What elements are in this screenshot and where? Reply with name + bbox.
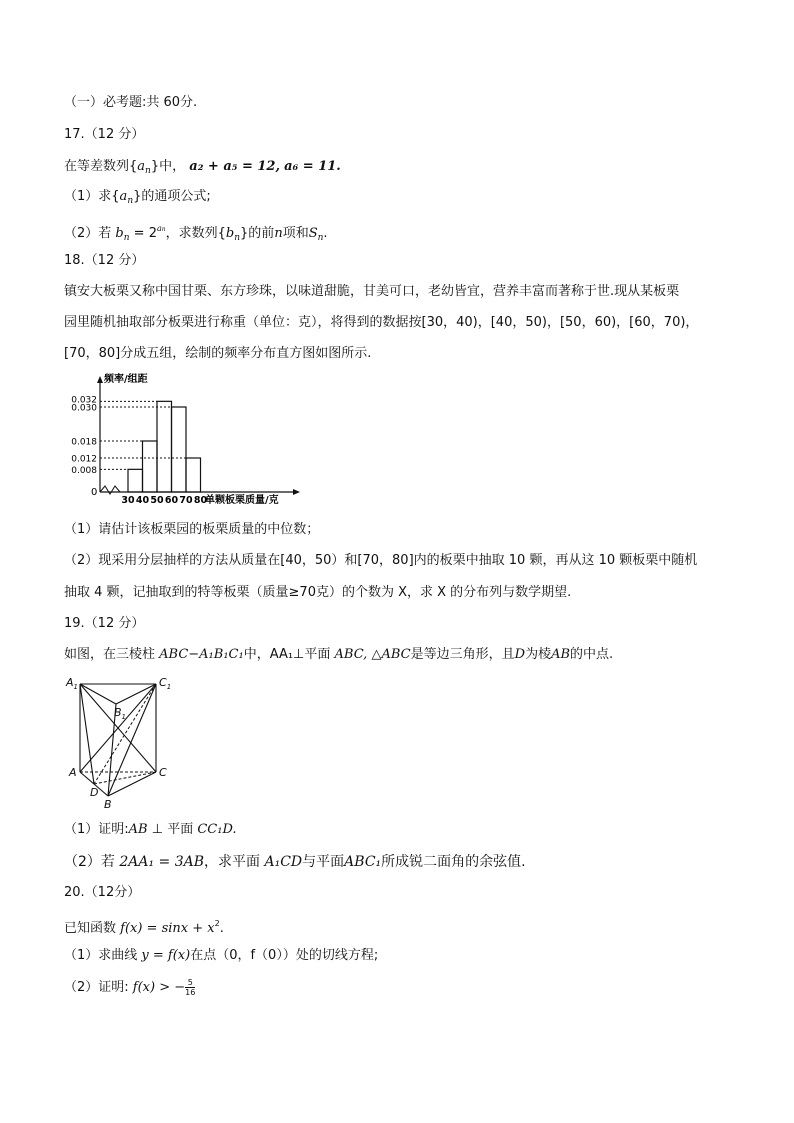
q20-header: 20.（12分） xyxy=(64,885,141,900)
q18-part1: （1）请估计该板栗园的板栗质量的中位数； xyxy=(64,522,320,537)
q17-stem: 在等差数列$\{a_n\}$中， a₂ + a₅ = 12, a₆ = 11. xyxy=(64,159,341,176)
q18-header: 18.（12 分） xyxy=(64,253,145,268)
y-tick-label: 0.032 xyxy=(71,395,97,406)
y-tick-label: 0.012 xyxy=(71,454,97,465)
edge-A1B1 xyxy=(80,684,116,704)
q20-stem: 已知函数 $f(x) = \sin x + x^2$. xyxy=(64,919,224,936)
q17-header: 17.（12 分） xyxy=(64,127,145,142)
label-C1: $C_1$ xyxy=(159,676,172,691)
q18-part2-line1: （2）现采用分层抽样的方法从质量在[40，50）和[70，80]内的板栗中抽取 10 颗，再从这 10 颗板栗中随机 xyxy=(64,553,698,568)
label-A1: $A_1$ xyxy=(66,676,78,691)
label-B: B xyxy=(104,798,112,811)
q18-text-line2: 园里随机抽取部分板栗进行称重（单位：克），将得到的数据按[30，40)，[40，50)，[50，60)，[60，70)， xyxy=(64,315,699,330)
y-axis-label: 频率/组距 xyxy=(104,374,148,385)
label-B1: $B_1$ xyxy=(114,706,127,721)
x-axis-label: 单颗板栗质量/克 xyxy=(205,495,279,506)
x-tick-label: 80 xyxy=(193,495,208,506)
x-axis-arrow xyxy=(293,489,300,495)
prism-figure xyxy=(64,672,184,812)
q17-part2: （2）若 $b_n = 2^{an}$，求数列$\{b_n\}$的前n项和$S_n$. xyxy=(64,224,328,243)
q18-part2-line2: 抽取 4 颗，记抽取到的特等板栗（质量≥70克）的个数为 X，求 X 的分布列与数学期望. xyxy=(64,585,572,600)
q19-part2: （2）若 2AA₁ = 3AB，求平面 A₁CD与平面ABC₁所成锐二面角的余弦值. xyxy=(64,854,526,870)
axis-break xyxy=(100,486,120,494)
y-tick-label: 0.018 xyxy=(71,437,97,448)
edge-BC xyxy=(108,772,156,796)
y-axis-arrow xyxy=(97,376,103,383)
label-D: D xyxy=(90,786,99,799)
section-heading: （一）必考题:共 60分. xyxy=(64,95,198,110)
label-A: A xyxy=(69,766,77,779)
origin-label: 0 xyxy=(91,487,98,498)
x-tick-label: 30 xyxy=(121,495,135,506)
q19-header: 19.（12 分） xyxy=(64,616,145,631)
y-tick-label: 0.030 xyxy=(71,403,97,414)
q18-text-line3: [70，80]分成五组，绘制的频率分布直方图如图所示. xyxy=(64,346,372,361)
q20-part1: （1）求曲线 y = f(x)在点（0，f（0））处的切线方程; xyxy=(64,948,379,963)
x-tick-label: 50 xyxy=(150,495,164,506)
q17-part1: （1）求$\{a_n\}$的通项公式; xyxy=(64,189,211,206)
x-tick-label: 70 xyxy=(179,495,193,506)
histogram-bar xyxy=(172,407,187,492)
q19-stem: 如图，在三棱柱 ABC−A₁B₁C₁中，AA₁⊥平面 ABC, △ABC是等边三角形，且D为棱AB的中点. xyxy=(64,647,614,662)
frequency-histogram xyxy=(60,372,310,512)
y-tick-label: 0.008 xyxy=(71,465,97,476)
x-tick-label: 40 xyxy=(135,495,150,506)
histogram-bar xyxy=(143,441,158,492)
segment-C1B xyxy=(108,684,156,796)
q20-part2: （2）证明: f(x) > − $\frac{5}{16}$ xyxy=(64,978,196,997)
q19-part1: （1）证明:AB ⊥ 平面 CC₁D. xyxy=(64,822,237,837)
q18-text-line1: 镇安大板栗又称中国甘栗、东方珍珠，以味道甜脆，甘美可口，老幼皆宜，营养丰富而著称于世.现从某板栗 xyxy=(64,284,680,299)
label-C: C xyxy=(159,766,167,779)
segment-CD-hidden xyxy=(94,772,156,784)
histogram-bar xyxy=(157,401,172,492)
fraction-5-16: $\frac{5}{16}$ xyxy=(185,978,196,997)
histogram-bar xyxy=(186,458,201,492)
histogram-bar xyxy=(128,469,143,492)
x-tick-label: 60 xyxy=(164,495,179,506)
